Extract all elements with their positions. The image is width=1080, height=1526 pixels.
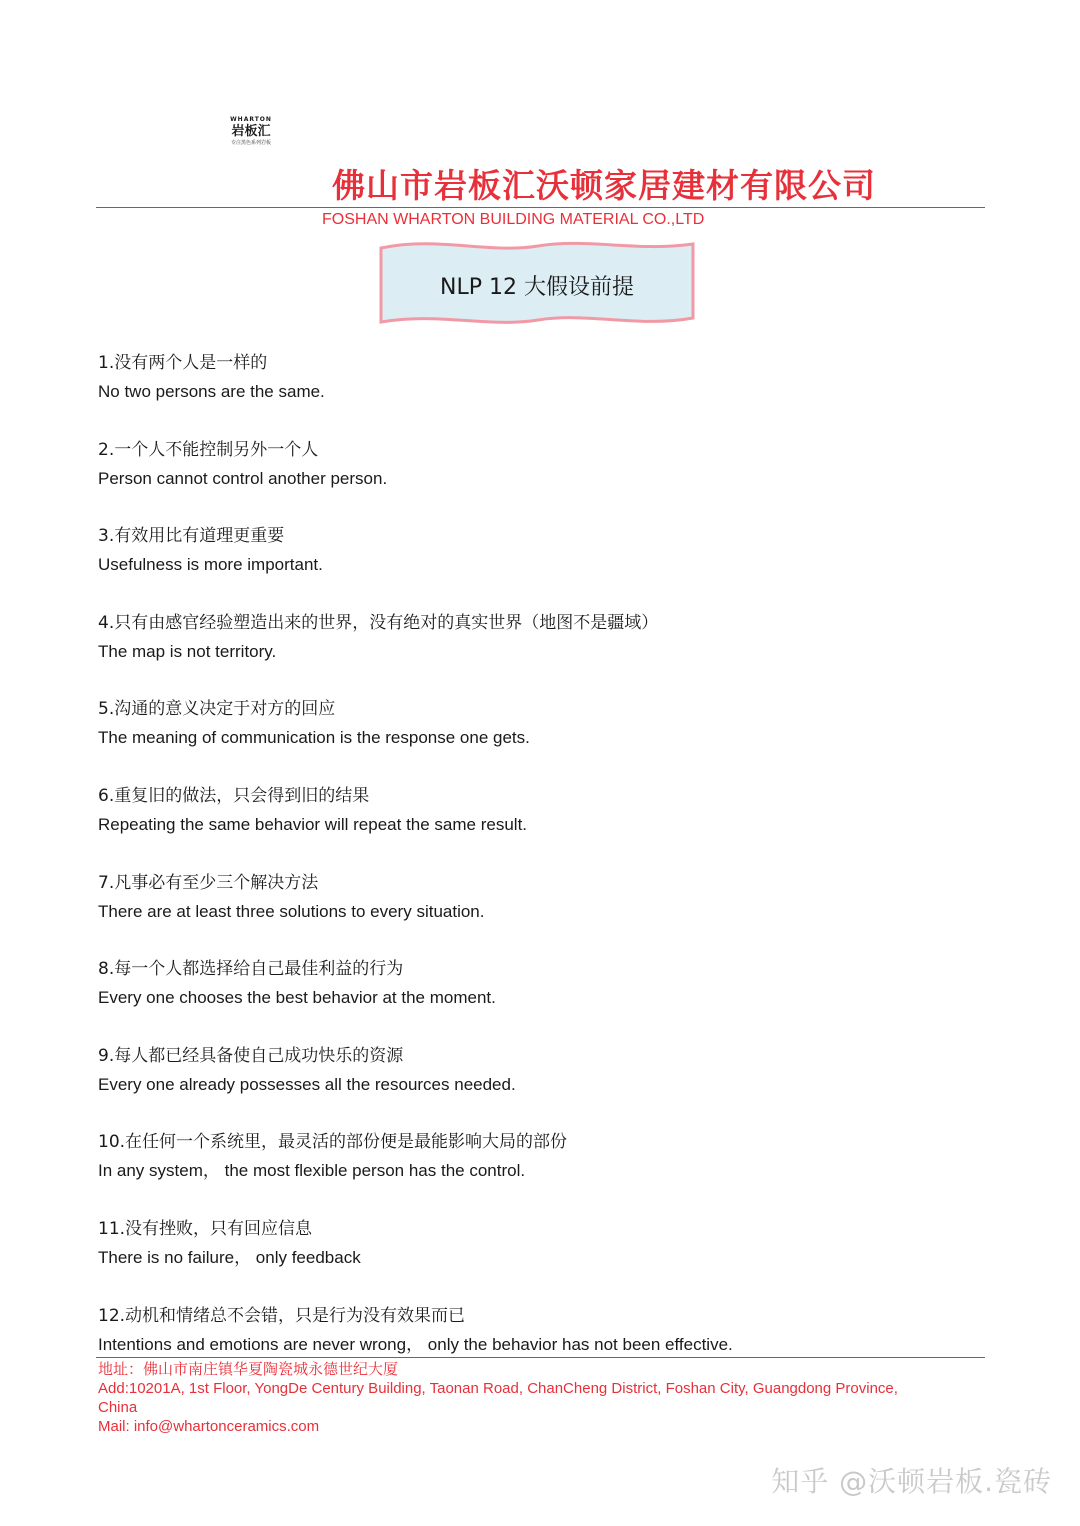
principle-en: There is no failure， only feedback xyxy=(98,1247,361,1267)
logo-brand-en: WHARTON xyxy=(230,116,272,123)
principle-en: Usefulness is more important. xyxy=(98,555,323,575)
principle-en: There are at least three solutions to every situation. xyxy=(98,901,485,921)
principle-cn: 9.每人都已经具备使自己成功快乐的资源 xyxy=(98,1045,404,1066)
principle-cn: 1.没有两个人是一样的 xyxy=(98,353,268,373)
list-item xyxy=(98,870,978,957)
principle-cn: 11.没有挫败，只有回应信息 xyxy=(98,1218,313,1239)
list-item xyxy=(98,696,978,783)
list-item xyxy=(98,956,978,1043)
principle-en: The meaning of communication is the response one gets. xyxy=(98,728,530,748)
principle-en: In any system， the most flexible person has the control. xyxy=(98,1161,526,1181)
footer-divider xyxy=(96,1357,985,1358)
footer-contact xyxy=(98,1360,978,1436)
principle-cn: 7.凡事必有至少三个解决方法 xyxy=(98,872,319,893)
principle-en: The map is not territory. xyxy=(98,641,277,661)
footer-address-en-cont: China xyxy=(98,1399,138,1416)
footer-mail: Mail: info@whartonceramics.com xyxy=(98,1418,320,1435)
principle-en: Repeating the same behavior will repeat the same result. xyxy=(98,814,528,834)
footer-address-en: Add:10201A, 1st Floor, YongDe Century Building, Taonan Road, ChanCheng District, Foshan City, Guangdong Province, xyxy=(98,1380,898,1397)
principle-cn: 12.动机和情绪总不会错，只是行为没有效果而已 xyxy=(98,1305,466,1326)
list-item xyxy=(98,1043,978,1130)
principle-en: Intentions and emotions are never wrong， only the behavior has not been effective. xyxy=(98,1334,733,1354)
company-logo xyxy=(222,116,280,147)
logo-brand-cn: 岩板汇 xyxy=(231,124,271,139)
principle-en: No two persons are the same. xyxy=(98,382,325,401)
principle-en: Person cannot control another person. xyxy=(98,468,388,488)
principles-list xyxy=(98,350,978,1389)
watermark: 知乎 @沃顿岩板.瓷砖 xyxy=(771,1465,1052,1498)
principle-cn: 8.每一个人都选择给自己最佳利益的行为 xyxy=(98,959,404,980)
list-item xyxy=(98,350,978,437)
principle-cn: 10.在任何一个系统里，最灵活的部份便是最能影响大局的部份 xyxy=(98,1132,568,1153)
principle-en: Every one already possesses all the resources needed. xyxy=(98,1074,516,1094)
principle-en: Every one chooses the best behavior at the moment. xyxy=(98,988,496,1008)
list-item xyxy=(98,1129,978,1216)
logo-tagline: 专注黑色系列岩板 xyxy=(230,140,271,146)
list-item xyxy=(98,437,978,524)
banner-title: NLP 12 大假设前提 xyxy=(440,275,634,300)
footer-address-cn: 地址：佛山市南庄镇华夏陶瓷城永德世纪大厦 xyxy=(98,1361,399,1378)
list-item xyxy=(98,1216,978,1303)
header-divider xyxy=(96,207,985,208)
principle-cn: 5.沟通的意义决定于对方的回应 xyxy=(98,699,336,720)
list-item xyxy=(98,610,978,697)
title-banner xyxy=(378,240,696,326)
principle-cn: 6.重复旧的做法，只会得到旧的结果 xyxy=(98,785,370,806)
principle-cn: 2.一个人不能控制另外一个人 xyxy=(98,439,319,460)
company-name-cn: 佛山市岩板汇沃顿家居建材有限公司 xyxy=(332,166,876,205)
principle-cn: 3.有效用比有道理更重要 xyxy=(98,526,285,547)
list-item xyxy=(98,783,978,870)
principle-cn: 4.只有由感官经验塑造出来的世界，没有绝对的真实世界（地图不是疆域） xyxy=(98,612,659,633)
company-name-en: FOSHAN WHARTON BUILDING MATERIAL CO.,LTD xyxy=(322,211,705,228)
list-item xyxy=(98,523,978,610)
